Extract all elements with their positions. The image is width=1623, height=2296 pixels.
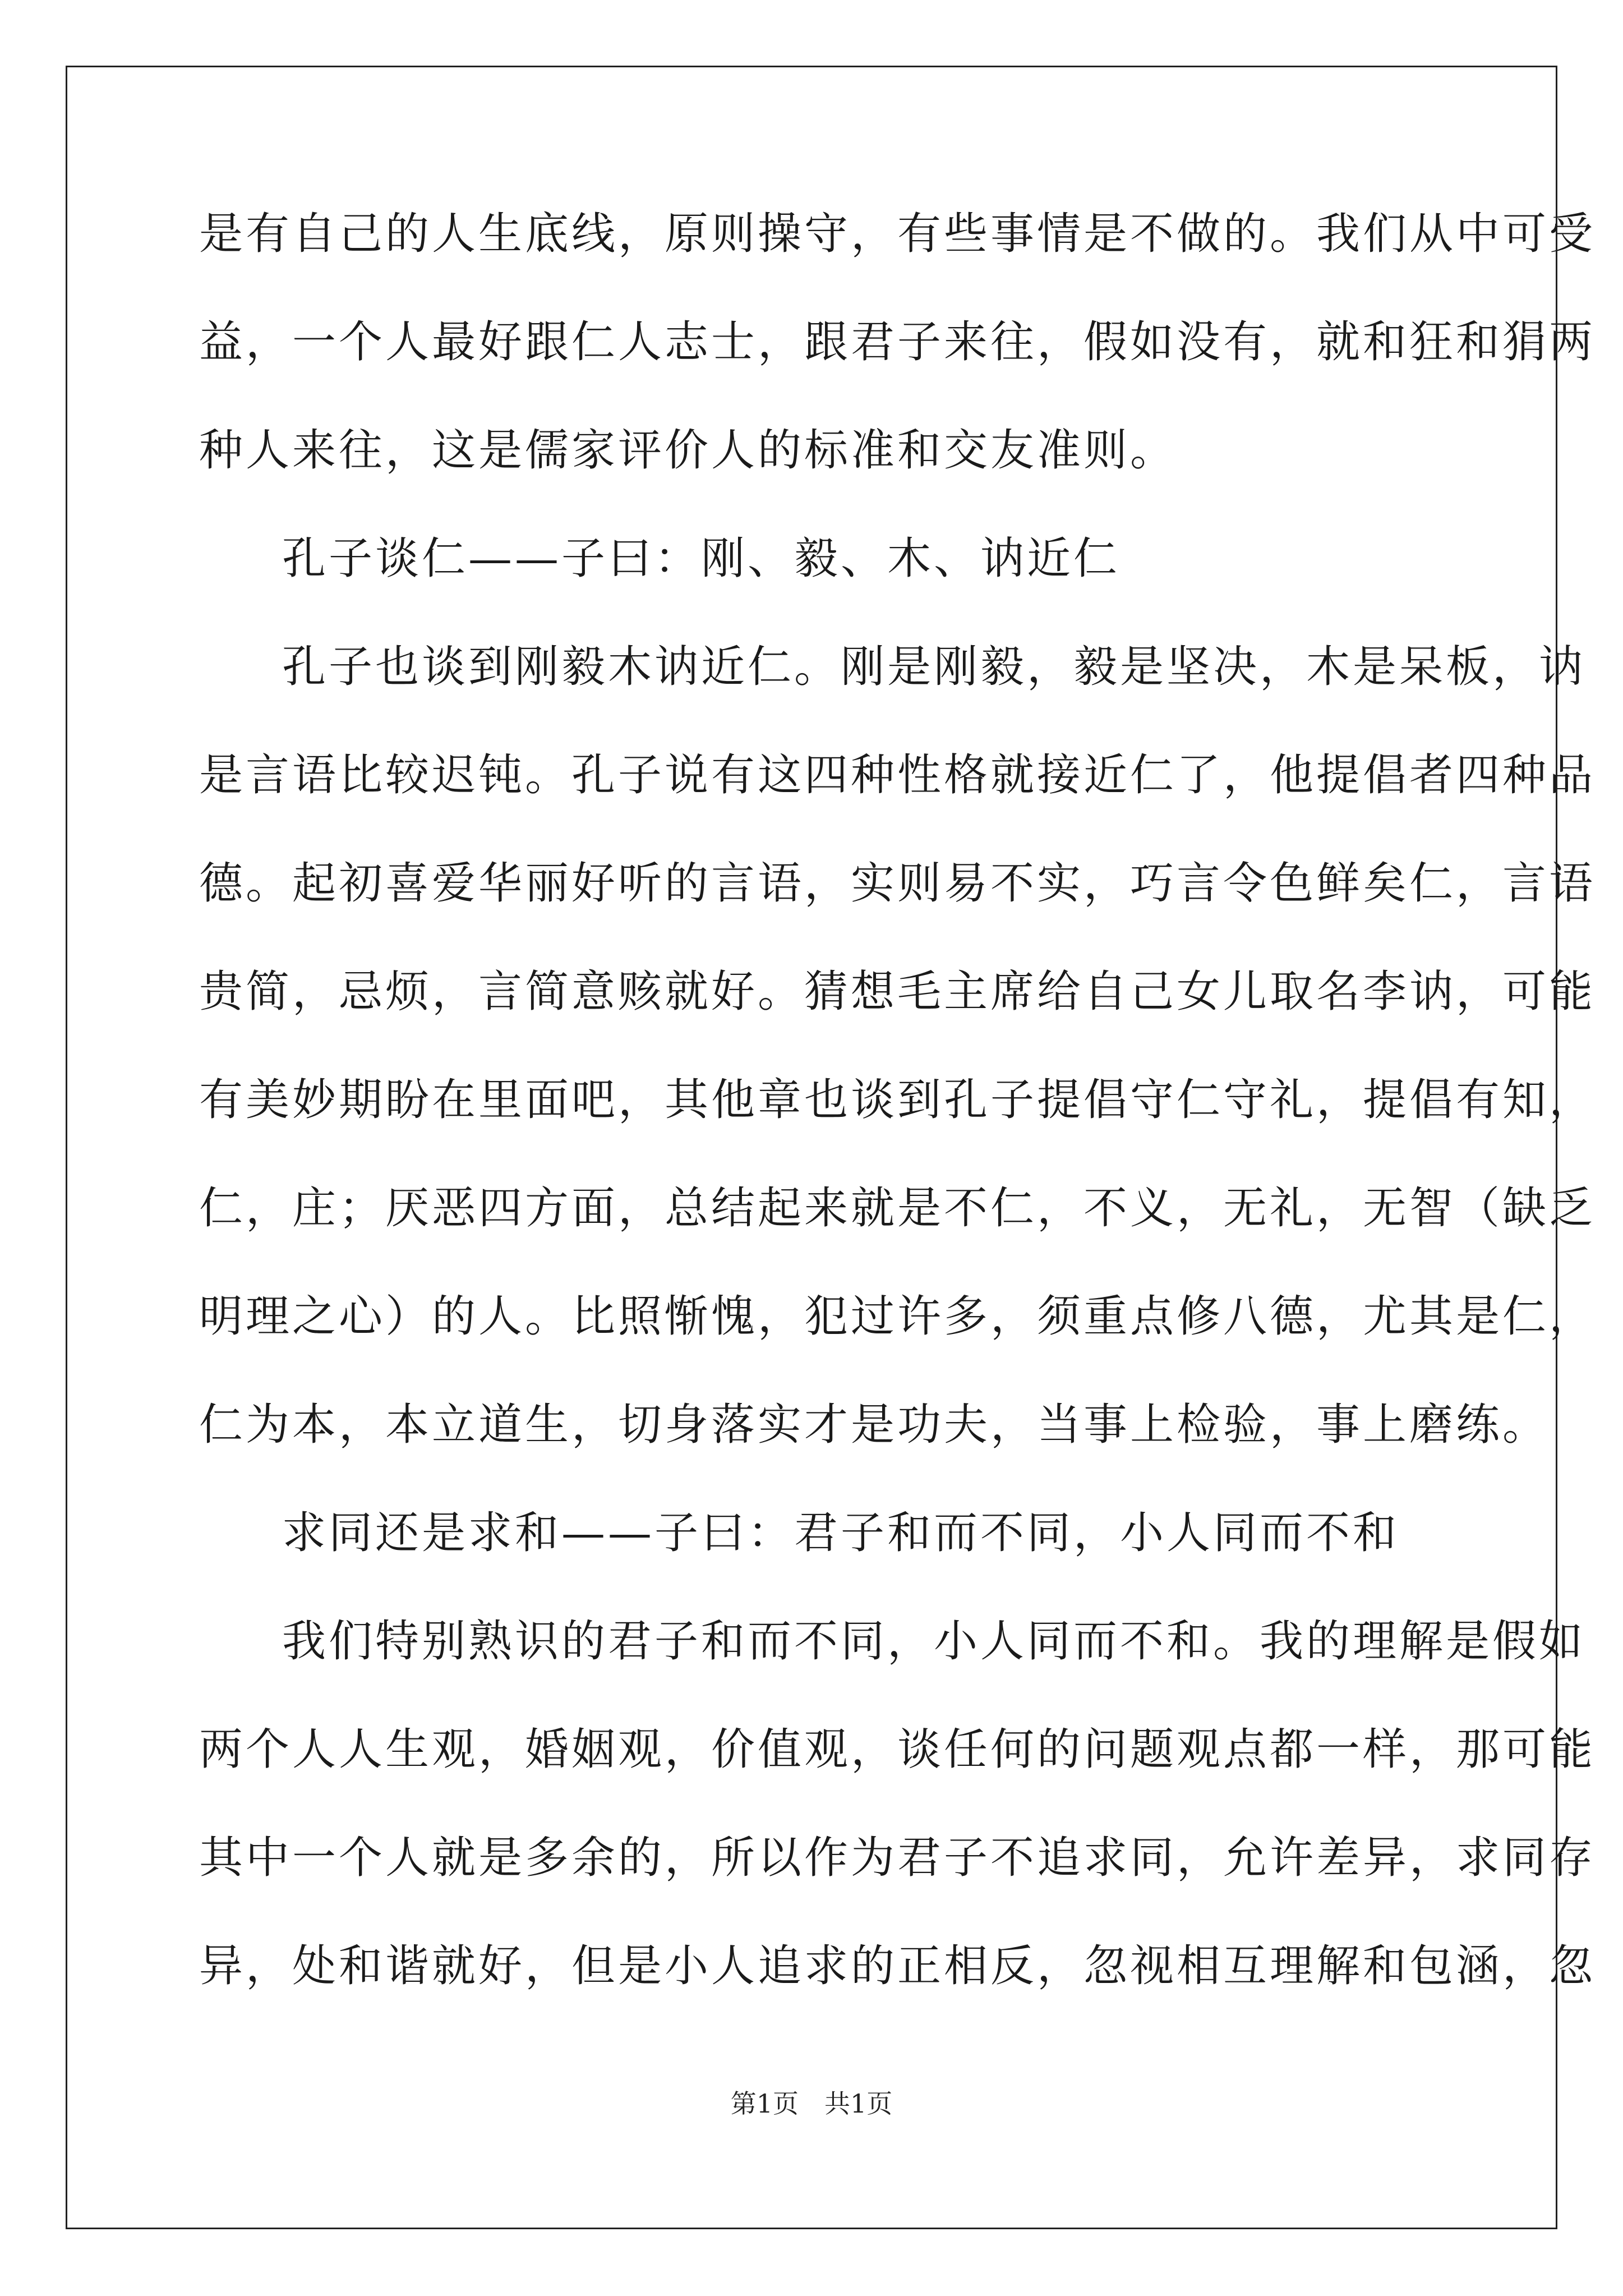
text-line: 孔子也谈到刚毅木讷近仁。刚是刚毅，毅是坚决，木是呆板，讷 [282, 642, 1586, 692]
text-line: 两个人人生观，婚姻观，价值观，谈任何的问题观点都一样，那可能 [199, 1724, 1596, 1775]
document-body [199, 209, 1596, 2053]
section-heading: 求同还是求和——子曰：君子和而不同，小人同而不和 [282, 1508, 1400, 1558]
page-footer: 第1页 共1页 [730, 2088, 893, 2119]
section-heading: 孔子谈仁——子曰：刚、毅、木、讷近仁 [282, 533, 1121, 584]
text-line: 异，处和谐就好，但是小人追求的正相反，忽视相互理解和包涵，忽 [199, 1941, 1596, 1991]
text-line: 明理之心）的人。比照惭愧，犯过许多，须重点修八德，尤其是仁， [199, 1291, 1596, 1342]
text-line: 我们特别熟识的君子和而不同，小人同而不和。我的理解是假如 [282, 1616, 1586, 1667]
text-line: 是言语比较迟钝。孔子说有这四种性格就接近仁了，他提倡者四种品 [199, 750, 1596, 800]
text-line: 种人来往，这是儒家评价人的标准和交友准则。 [199, 425, 1177, 476]
text-line: 是有自己的人生底线，原则操守，有些事情是不做的。我们从中可受 [199, 209, 1596, 259]
text-line: 益，一个人最好跟仁人志士，跟君子来往，假如没有，就和狂和狷两 [199, 317, 1596, 367]
text-line: 有美妙期盼在里面吧，其他章也谈到孔子提倡守仁守礼，提倡有知， [199, 1075, 1596, 1125]
text-line: 德。起初喜爱华丽好听的言语，实则易不实，巧言令色鲜矣仁，言语 [199, 858, 1596, 909]
text-line: 其中一个人就是多余的，所以作为君子不追求同，允许差异，求同存 [199, 1833, 1596, 1883]
text-line: 仁，庄；厌恶四方面，总结起来就是不仁，不义，无礼，无智（缺乏 [199, 1183, 1596, 1234]
text-line: 仁为本，本立道生，切身落实才是功夫，当事上检验，事上磨练。 [199, 1400, 1550, 1450]
text-line: 贵简，忌烦，言简意赅就好。猜想毛主席给自己女儿取名李讷，可能 [199, 967, 1596, 1017]
